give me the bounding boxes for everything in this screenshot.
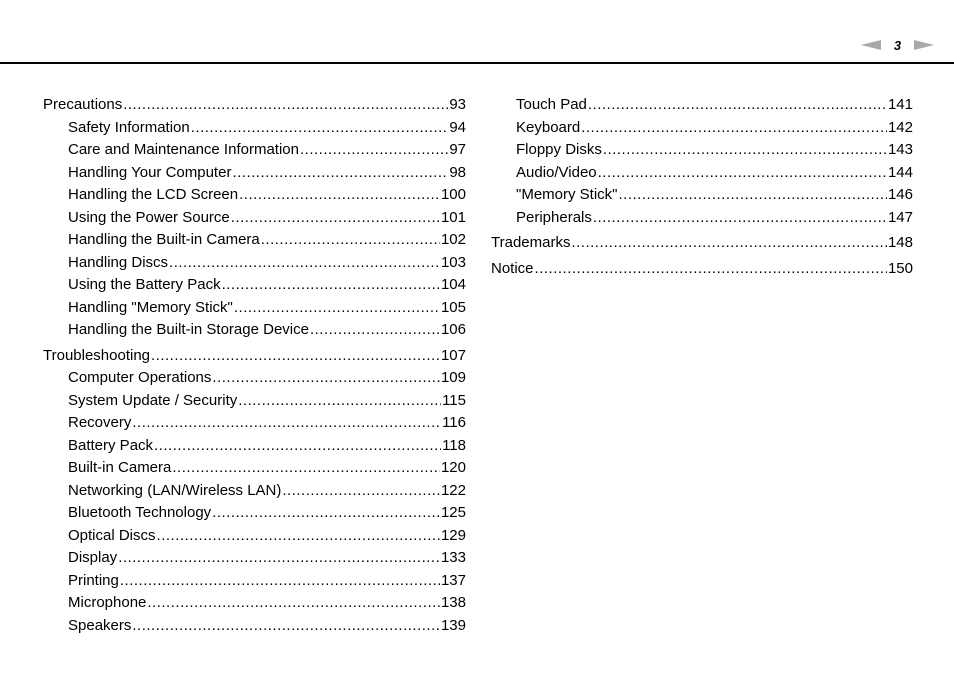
toc-entry-page: 101 bbox=[440, 208, 466, 226]
toc-entry-title: Recovery bbox=[68, 414, 132, 431]
toc-dot-leader bbox=[603, 139, 887, 162]
toc-entry-title: Notice bbox=[491, 259, 534, 277]
toc-dot-leader bbox=[172, 457, 440, 480]
toc-entry[interactable] bbox=[43, 319, 466, 342]
toc-entry-page: 122 bbox=[440, 481, 466, 499]
toc-entry-title: System Update / Security bbox=[68, 391, 238, 409]
toc-dot-leader bbox=[157, 525, 440, 548]
toc-entry-page: 104 bbox=[440, 276, 466, 293]
toc-entry-page: 141 bbox=[887, 96, 913, 113]
toc-entry-page: 93 bbox=[449, 96, 466, 113]
toc-dot-leader bbox=[222, 274, 440, 297]
toc-entry[interactable] bbox=[43, 274, 466, 297]
toc-entry-title: Using the Power Source bbox=[68, 208, 230, 226]
toc-entry-title: Handling Discs bbox=[68, 253, 169, 271]
toc-entry[interactable] bbox=[43, 367, 466, 390]
toc-dot-leader bbox=[191, 117, 449, 140]
toc-entry-title: Touch Pad bbox=[516, 96, 587, 113]
page-navigation bbox=[861, 36, 934, 54]
toc-entry[interactable] bbox=[43, 457, 466, 480]
toc-entry[interactable] bbox=[43, 297, 466, 320]
toc-dot-leader bbox=[238, 390, 441, 413]
toc-dot-leader bbox=[598, 162, 887, 185]
toc-entry-page: 138 bbox=[440, 594, 466, 611]
toc-dot-leader bbox=[212, 367, 440, 390]
toc-entry[interactable] bbox=[43, 207, 466, 230]
toc-dot-leader bbox=[261, 229, 440, 252]
toc-entry-title: Handling "Memory Stick" bbox=[68, 298, 233, 316]
toc-entry-title: Display bbox=[68, 549, 118, 566]
triangle-left-icon[interactable] bbox=[861, 40, 881, 50]
toc-entry-title: Optical Discs bbox=[68, 526, 156, 544]
toc-entry-page: 100 bbox=[440, 186, 466, 203]
toc-entry-page: 105 bbox=[440, 298, 466, 316]
toc-entry-page: 97 bbox=[449, 141, 466, 158]
toc-entry-page: 144 bbox=[887, 163, 913, 181]
toc-entry-page: 147 bbox=[887, 208, 913, 226]
toc-entry[interactable] bbox=[491, 162, 913, 185]
toc-entry[interactable] bbox=[491, 258, 913, 281]
page-number: 3 bbox=[893, 37, 902, 53]
toc-entry-title: Computer Operations bbox=[68, 369, 212, 386]
toc-entry-title: Handling Your Computer bbox=[68, 163, 232, 181]
toc-dot-leader bbox=[239, 184, 440, 207]
toc-entry-title: Precautions bbox=[43, 96, 123, 113]
toc-entry-title: Trademarks bbox=[491, 234, 571, 251]
toc-dot-leader bbox=[132, 412, 441, 435]
toc-entry-page: 120 bbox=[440, 459, 466, 476]
toc-entry[interactable] bbox=[43, 162, 466, 185]
toc-entry-title: Microphone bbox=[68, 594, 147, 611]
toc-entry-title: Safety Information bbox=[68, 118, 190, 136]
toc-right-column bbox=[491, 94, 913, 280]
toc-dot-leader bbox=[123, 94, 448, 117]
toc-entry-title: Using the Battery Pack bbox=[68, 276, 221, 293]
toc-entry-page: 150 bbox=[887, 259, 913, 277]
toc-entry-page: 148 bbox=[887, 234, 913, 251]
toc-dot-leader bbox=[151, 345, 440, 368]
toc-entry-title: "Memory Stick" bbox=[516, 186, 618, 203]
toc-entry-title: Bluetooth Technology bbox=[68, 504, 212, 521]
toc-dot-leader bbox=[120, 570, 440, 593]
triangle-right-icon[interactable] bbox=[914, 40, 934, 50]
toc-entry[interactable] bbox=[43, 570, 466, 593]
toc-entry-page: 107 bbox=[440, 346, 466, 364]
toc-dot-leader bbox=[118, 547, 440, 570]
toc-entry-page: 106 bbox=[440, 321, 466, 338]
toc-entry[interactable] bbox=[491, 117, 913, 140]
toc-dot-leader bbox=[571, 232, 887, 255]
toc-dot-leader bbox=[232, 162, 448, 185]
toc-dot-leader bbox=[593, 207, 887, 230]
toc-entry[interactable] bbox=[43, 435, 466, 458]
toc-dot-leader bbox=[132, 615, 440, 638]
toc-dot-leader bbox=[147, 592, 440, 615]
toc-dot-leader bbox=[169, 252, 440, 275]
toc-entry[interactable] bbox=[43, 615, 466, 638]
toc-entry[interactable] bbox=[491, 232, 913, 255]
toc-entry-title: Handling the LCD Screen bbox=[68, 186, 239, 203]
toc-entry-page: 129 bbox=[440, 526, 466, 544]
toc-entry-title: Floppy Disks bbox=[516, 141, 602, 158]
toc-entry[interactable] bbox=[43, 252, 466, 275]
toc-entry-title: Audio/Video bbox=[516, 163, 597, 181]
toc-dot-leader bbox=[619, 184, 887, 207]
toc-entry-page: 133 bbox=[440, 549, 466, 566]
toc-entry-page: 103 bbox=[440, 253, 466, 271]
toc-entry[interactable] bbox=[491, 139, 913, 162]
toc-entry[interactable] bbox=[43, 525, 466, 548]
toc-dot-leader bbox=[154, 435, 441, 458]
toc-entry-page: 118 bbox=[442, 436, 466, 454]
toc-entry-title: Care and Maintenance Information bbox=[68, 141, 299, 158]
toc-entry-title: Handling the Built-in Storage Device bbox=[68, 321, 309, 338]
toc-left-column bbox=[43, 94, 466, 637]
toc-entry-page: 94 bbox=[449, 118, 466, 136]
toc-entry-page: 146 bbox=[887, 186, 913, 203]
toc-entry[interactable] bbox=[43, 229, 466, 252]
toc-entry-title: Peripherals bbox=[516, 208, 592, 226]
toc-entry-title: Printing bbox=[68, 571, 119, 589]
toc-entry-page: 98 bbox=[449, 163, 466, 181]
toc-entry[interactable] bbox=[491, 94, 913, 117]
toc-entry-page: 143 bbox=[887, 141, 913, 158]
toc-entry[interactable] bbox=[43, 412, 466, 435]
toc-entry-title: Speakers bbox=[68, 616, 132, 634]
toc-entry-page: 109 bbox=[440, 369, 466, 386]
toc-dot-leader bbox=[581, 117, 887, 140]
toc-entry-page: 102 bbox=[440, 231, 466, 248]
toc-entry-title: Handling the Built-in Camera bbox=[68, 231, 260, 248]
toc-entry-title: Troubleshooting bbox=[43, 346, 151, 364]
header-divider bbox=[0, 62, 954, 64]
toc-entry-title: Networking (LAN/Wireless LAN) bbox=[68, 481, 282, 499]
toc-entry[interactable] bbox=[43, 345, 466, 368]
toc-entry-title: Battery Pack bbox=[68, 436, 154, 454]
toc-entry-page: 137 bbox=[440, 571, 466, 589]
toc-dot-leader bbox=[535, 258, 887, 281]
toc-entry[interactable] bbox=[43, 139, 466, 162]
toc-dot-leader bbox=[234, 297, 440, 320]
toc-dot-leader bbox=[300, 139, 448, 162]
toc-entry[interactable] bbox=[43, 184, 466, 207]
toc-entry[interactable] bbox=[43, 592, 466, 615]
toc-entry-title: Keyboard bbox=[516, 118, 581, 136]
toc-entry[interactable] bbox=[491, 207, 913, 230]
toc-entry[interactable] bbox=[43, 480, 466, 503]
toc-entry[interactable] bbox=[43, 547, 466, 570]
toc-entry-page: 115 bbox=[442, 391, 466, 409]
toc-entry[interactable] bbox=[43, 502, 466, 525]
toc-entry[interactable] bbox=[43, 94, 466, 117]
toc-entry[interactable] bbox=[43, 390, 466, 413]
toc-dot-leader bbox=[231, 207, 440, 230]
toc-entry-page: 139 bbox=[440, 616, 466, 634]
toc-entry[interactable] bbox=[43, 117, 466, 140]
toc-entry-page: 125 bbox=[440, 504, 466, 521]
toc-entry-page: 142 bbox=[887, 118, 913, 136]
toc-entry-title: Built-in Camera bbox=[68, 459, 172, 476]
toc-entry[interactable] bbox=[491, 184, 913, 207]
toc-entry-page: 116 bbox=[442, 414, 466, 431]
toc-dot-leader bbox=[212, 502, 440, 525]
toc-dot-leader bbox=[310, 319, 440, 342]
toc-dot-leader bbox=[588, 94, 887, 117]
toc-dot-leader bbox=[282, 480, 440, 503]
